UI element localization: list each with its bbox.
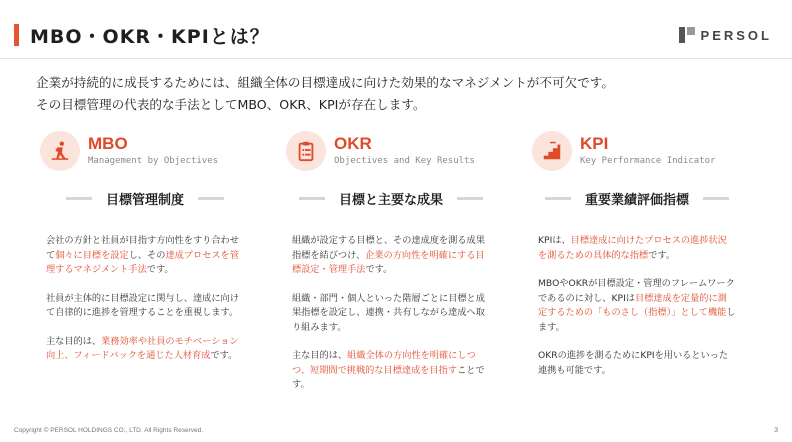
column-subhead: 目標と主要な成果	[286, 188, 496, 208]
paragraph-3: 主な目的は、業務効率や社員のモチベーション向上、フィードバックを通じた人材育成です。	[46, 335, 239, 361]
persol-logo-mark-icon	[679, 27, 695, 43]
paragraph-1: KPIは、目標達成に向けたプロセスの進捗状況を測るための具体的な指標です。	[538, 235, 727, 261]
page-title: MBO・OKR・KPIとは？	[30, 26, 270, 48]
clipboard-list-icon	[286, 131, 326, 171]
paragraph-1: 会社の方針と社員が目指す方向性をすり合わせて個々に目標を設定し、その達成プロセスを管理するマネジメント手法です。	[46, 235, 239, 275]
lead-text	[36, 72, 614, 116]
lead-line-1: 企業が持続的に成長するためには、組織全体の目標達成に向けた効果的なマネジメントが不可欠です。	[36, 75, 614, 90]
column-header	[532, 130, 742, 172]
copyright-footer: Copyright © PERSOL HOLDINGS CO., LTD. All Rights Reserved.	[14, 427, 204, 434]
column-header	[40, 130, 250, 172]
column-abbr: MBO	[88, 134, 128, 153]
paragraph-1: 組織が設定する目標と、その達成度を測る成果指標を結びつけ、企業の方向性を明確にする目標設定・管理手法です。	[292, 235, 485, 275]
paragraph-2: 組織・部門・個人といった階層ごとに目標と成果指標を設定し、連携・共有しながら達成へ取り組みます。	[292, 292, 485, 333]
header-divider	[0, 58, 792, 59]
column-header	[286, 130, 496, 172]
column-full-name: Key Performance Indicator	[580, 156, 716, 166]
persol-logo-text: PERSOL	[700, 27, 772, 43]
column-subhead: 重要業績評価指標	[532, 188, 742, 208]
column-kpi	[532, 130, 742, 376]
column-full-name: Objectives and Key Results	[334, 156, 475, 166]
paragraph-2: MBOやOKRが目標設定・管理のフレームワークであるのに対し、KPIは目標達成を定量的に測定するための「ものさし（指標）」として機能します。	[538, 278, 736, 333]
person-climbing-icon	[40, 131, 80, 171]
paragraph-2: 社員が主体的に目標設定に関与し、達成に向けて自律的に進捗を管理することを重視します。	[46, 292, 239, 318]
column-abbr: KPI	[580, 134, 609, 153]
column-mbo	[40, 130, 250, 361]
column-subhead: 目標管理制度	[40, 188, 250, 208]
column-full-name: Management by Objectives	[88, 156, 219, 166]
paragraph-3: 主な目的は、組織全体の方向性を明確にしつつ、短期間で挑戦的な目標達成を目指すことです。	[292, 350, 485, 390]
persol-logo	[679, 27, 772, 43]
paragraph-3: OKRの進捗を測るためにKPIを用いるといった連携も可能です。	[538, 350, 729, 376]
stairs-icon	[532, 131, 572, 171]
column-abbr: OKR	[334, 134, 372, 153]
lead-line-2: その目標管理の代表的な手法としてMBO、OKR、KPIが存在します。	[36, 97, 426, 112]
column-okr	[286, 130, 496, 390]
page-number: 3	[774, 427, 778, 434]
title-accent-bar	[14, 24, 19, 46]
